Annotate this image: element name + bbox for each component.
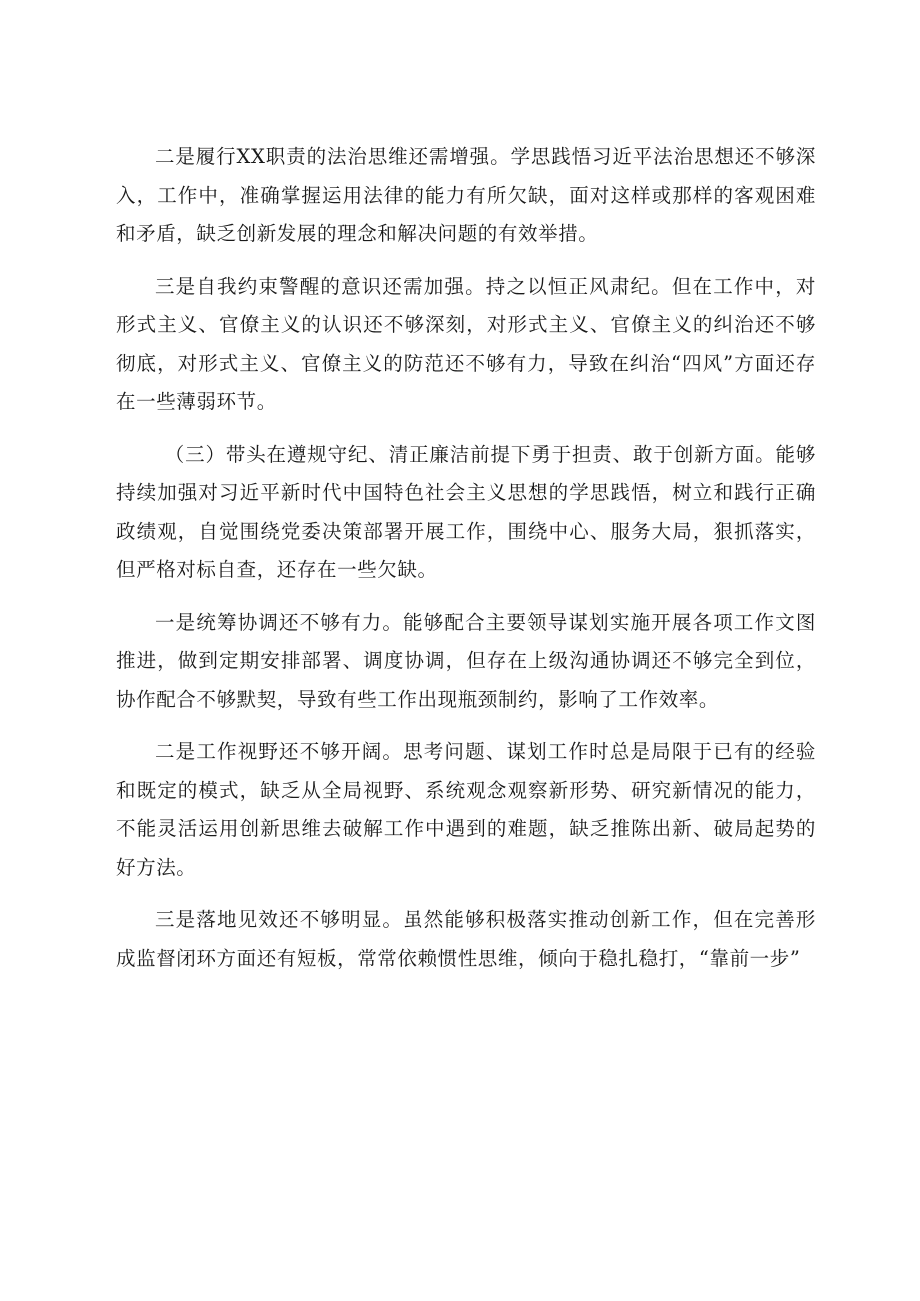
paragraph-2: 三是自我约束警醒的意识还需加强。持之以恒正风肃纪。但在工作中，对形式主义、官僚主义的认识还不够深刻，对形式主义、官僚主义的纠治还不够彻底，对形式主义、官僚主义的防范还不够有力，导致在纠治“四风”方面还存在一些薄弱环节。 [116,274,816,413]
paragraph-6: 三是落地见效还不够明显。虽然能够积极落实推动创新工作，但在完善形成监督闭环方面还有短板，常常依赖惯性思维，倾向于稳扎稳打，“靠前一步” [116,908,816,970]
document-body [116,138,816,978]
paragraph-5: 二是工作视野还不够开阔。思考问题、谋划工作时总是局限于已有的经验和既定的模式，缺乏从全局视野、系统观念观察新形势、研究新情况的能力，不能灵活运用创新思维去破解工作中遇到的难题，缺乏推陈出新、破局起势的好方法。 [116,740,816,879]
paragraph-3-section: （三）带头在遵规守纪、清正廉洁前提下勇于担责、敢于创新方面。能够持续加强对习近平新时代中国特色社会主义思想的学思践悟，树立和践行正确政绩观，自觉围绕党委决策部署开展工作，围绕中心、服务大局，狠抓落实，但严格对标自查，还存在一些欠缺。 [116,442,816,581]
paragraph-4: 一是统筹协调还不够有力。能够配合主要领导谋划实施开展各项工作文图推进，做到定期安排部署、调度协调，但存在上级沟通协调还不够完全到位，协作配合不够默契，导致有些工作出现瓶颈制约，影响了工作效率。 [116,610,816,711]
paragraph-1: 二是履行XX职责的法治思维还需增强。学思践悟习近平法治思想还不够深入，工作中，准确掌握运用法律的能力有所欠缺，面对这样或那样的客观困难和矛盾，缺乏创新发展的理念和解决问题的有效举措。 [116,145,816,245]
